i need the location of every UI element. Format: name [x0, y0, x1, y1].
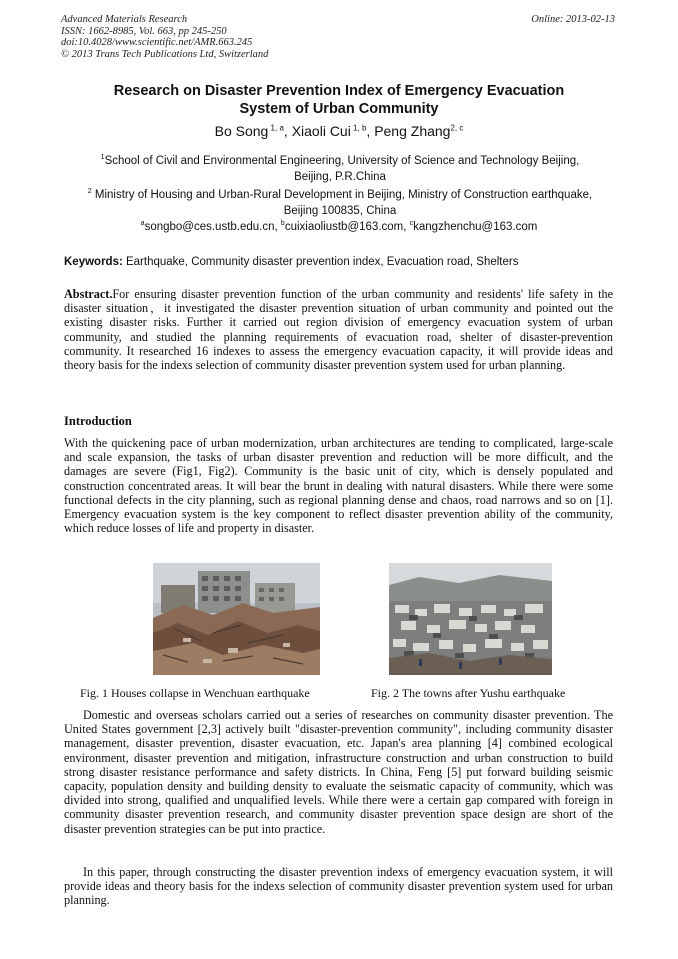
email-address: kangzhenchu@163.com	[413, 220, 538, 233]
figure-1-image	[153, 563, 320, 675]
email-address: cuixiaoliustb@163.com,	[284, 220, 410, 233]
email-mark: a	[140, 220, 145, 227]
intro-paragraph-3: In this paper, through constructing the disaster prevention indexs of emergency evacuation system, it will provide ideas and theory basis for the indexs selection of community disaster prevention system used for urban planning.	[64, 865, 613, 908]
email-mark: b	[280, 220, 285, 227]
title-line-2: System of Urban Community	[239, 101, 439, 117]
keywords-label: Keywords:	[64, 256, 123, 268]
affiliation-2	[60, 184, 620, 219]
abstract	[64, 287, 613, 372]
author-affil-mark: 1, a	[268, 123, 284, 133]
email-mark: c	[409, 220, 414, 227]
figure-2-image	[389, 563, 552, 675]
doi-line: doi:10.4028/www.scientific.net/AMR.663.245	[61, 37, 253, 48]
email-list	[40, 220, 638, 233]
affil-text: School of Civil and Environmental Engineering, University of Science and Technology Beijing,	[104, 154, 580, 167]
journal-name: Advanced Materials Research	[61, 14, 188, 25]
keywords-text: Earthquake, Community disaster prevention index, Evacuation road, Shelters	[122, 256, 519, 268]
figure-2-caption: Fig. 2 The towns after Yushu earthquake	[371, 686, 566, 700]
author-list	[40, 123, 638, 139]
title-line-1: Research on Disaster Prevention Index of Emergency Evacuation	[113, 83, 565, 99]
intro-paragraph-1: With the quickening pace of urban modernization, urban architectures are tending to complicated, large-scale and scale expansion, the tasks of urban disaster prevention and reduction will be more difficult, and the damages are severe (Fig1, Fig2). Community is the basic unit of city, which is densely populated and construction concentrated areas. It will bear the brunt in dealing with natural disasters. While there were some functional defects in the city planning, such as regional planning dense and chaos, road narrows and so on [1]. Emergency evacuation system is the key component to reflect disaster prevention ability of the community, which reduce losses of life and property in disaster.	[64, 436, 613, 536]
author-name: Xiaoli Cui	[291, 123, 351, 139]
collapse-photo-illustration	[153, 563, 320, 675]
figure-1-caption: Fig. 1 Houses collapse in Wenchuan earthquake	[80, 686, 310, 700]
author-name: Peng Zhang	[374, 123, 451, 139]
copyright-line: © 2013 Trans Tech Publications Ltd, Switzerland	[61, 48, 269, 60]
intro-paragraph-2: Domestic and overseas scholars carried out a series of researches on community disaster prevention. The United States government [2,3] actively built "disaster-prevention community", including community disaster management, disaster prevention, disaster evacuation, etc. Japan's area planning [4] combined ecological environment, disaster prevention and mitigation, infrastructure construction and urban construction to build strong disaster resistance performance and safety districts. In China, Feng [5] put forward building seismic capacity, population density and building density to evaluate the seismatic capacity of community, which was divided into strong, qualified and unqualified levels. While there were a certain gap compared with foreign in community disaster prevention research, and community disaster prevention space design are short of the disaster prevention strategies can be put into practice.	[64, 708, 613, 836]
author-affil-mark: 2, c	[450, 123, 464, 133]
affil-number: 1	[100, 154, 105, 161]
issn-line: ISSN: 1662-8985, Vol. 663, pp 245-250	[61, 25, 227, 37]
keywords	[64, 256, 624, 268]
paper-title	[40, 82, 638, 118]
author-affil-mark: 1, b	[350, 123, 367, 133]
affil-number: 2	[87, 188, 92, 195]
author-separator: ,	[283, 123, 292, 139]
author-separator: ,	[366, 123, 375, 139]
town-photo-illustration	[389, 563, 552, 675]
affil-text: Beijing, P.R.China	[294, 170, 386, 183]
journal-header	[61, 14, 621, 60]
online-date: Online: 2013-02-13	[531, 14, 615, 25]
email-address: songbo@ces.ustb.edu.cn,	[144, 220, 281, 233]
section-heading: Introduction	[64, 414, 132, 428]
abstract-text: For ensuring disaster prevention function of the urban community and residents' life safety in the disaster situation，it investigated the disaster prevention situation of urban community and pointed out the existing disaster risks. Further it carried out region division of emergency evacuation system of urban community, and studied the planning requirements of evacuation road, shelter of disaster-prevention community. It researched 16 indexes to assess the emergency evacuation capacity, it will provide ideas and theory basis for the indexs selection of community disaster prevention system used for urban planning.	[64, 287, 613, 373]
affiliation-1	[60, 150, 620, 185]
abstract-label: Abstract.	[64, 287, 113, 301]
affil-text: Ministry of Housing and Urban-Rural Development in Beijing, Ministry of Construction earthquake,	[91, 188, 593, 201]
affil-text: Beijing 100835, China	[283, 204, 397, 217]
author-name: Bo Song	[214, 123, 269, 139]
